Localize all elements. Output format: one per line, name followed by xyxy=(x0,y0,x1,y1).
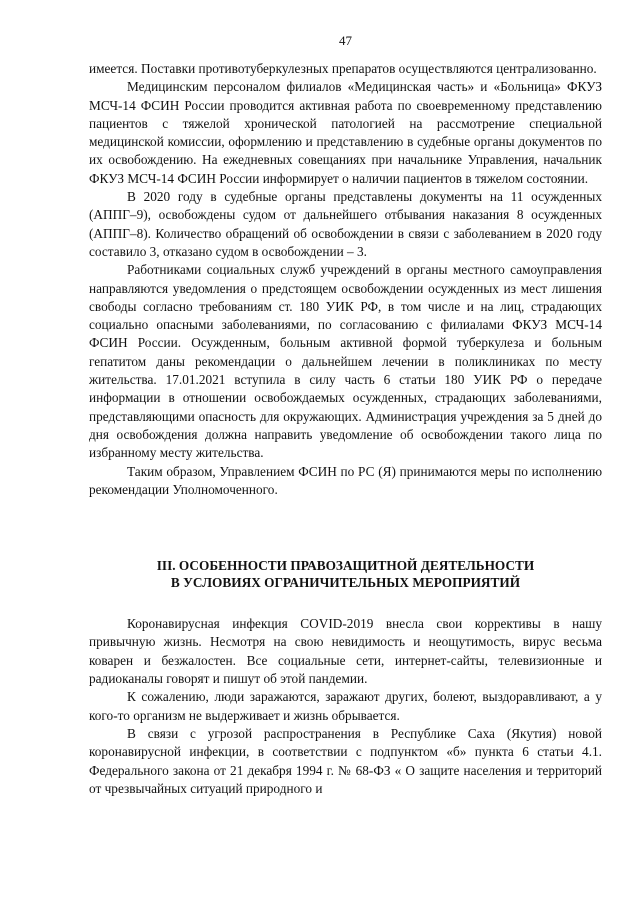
paragraph-social-services: Работниками социальных служб учреждений в органы местного самоуправления направляются уведомления о предстоящем освобождении осужденных из мест лишения свободы согласно требованиям ст. 180 УИК РФ, в том числе и на лиц, страдающих социально опасными заболеваниями, по согласованию с филиалами ФКУЗ МСЧ-14 ФСИН России. Осужденным, больным активной формой туберкулеза и больным гепатитом даны рекомендации о дальнейшем лечении в поликлиниках по месту жительства. 17.01.2021 вступила в силу часть 6 статьи 180 УИК РФ о передаче информации в отношении освобождаемых осужденных, страдающих заболеваниями, представляющими опасность для окружающих. Администрация учреждения за 5 дней до дня освобождения должна направить уведомление об освобождении такого лица по избранному месту жительства. xyxy=(89,262,602,461)
section-heading-line-2: В УСЛОВИЯХ ОГРАНИЧИТЕЛЬНЫХ МЕРОПРИЯТИЙ xyxy=(170,575,521,591)
section-heading-line-1: III. ОСОБЕННОСТИ ПРАВОЗАЩИТНОЙ ДЕЯТЕЛЬНОСТИ xyxy=(156,558,535,574)
paragraph-covid-law: В связи с угрозой распространения в Республике Саха (Якутия) новой коронавирусной инфекции, в соответствии с подпунктом «б» пункта 6 статьи 4.1. Федерального закона от 21 декабря 1994 г. № 68-ФЗ « О защите населения и территорий от чрезвычайных ситуаций природного и xyxy=(89,725,602,796)
page-number: 47 xyxy=(339,33,352,48)
paragraph-supplies: имеется. Поставки противотуберкулезных препаратов осуществляются централизованно. xyxy=(89,61,597,76)
paragraph-court-documents-2020: В 2020 году в судебные органы представлены документы на 11 осужденных (АППГ–9), освобождены судом от дальнейшего отбывания наказания 8 осужденных (АППГ–8). Количество обращений об освобождении в связи с заболеванием в 2020 году составило 3, отказано судом в освобождении – 3. xyxy=(89,189,602,259)
section-heading xyxy=(89,557,602,591)
paragraph-medical-staff: Медицинским персоналом филиалов «Медицинская часть» и «Больница» ФКУЗ МСЧ-14 ФСИН России проводится активная работа по своевременному представлению пациентов с тяжелой хронической патологией на рассмотрение специальной медицинской комиссии, оформлению и представлению в судебные органы документов по их освобождению. На ежедневных совещаниях при начальнике Управления, начальник ФКУЗ МСЧ-14 ФСИН России информирует о наличии пациентов в тяжелом состоянии. xyxy=(89,79,602,186)
paragraph-covid-intro: Коронавирусная инфекция COVID-2019 внесла свои коррективы в нашу привычную жизнь. Несмотря на свою невидимость и неощутимость, вирус весьма коварен и безжалостен. Все социальные сети, интернет-сайты, телевизионные и радиоканалы говорят и пишут об этой пандемии. xyxy=(89,616,602,687)
paragraph-conclusion: Таким образом, Управлением ФСИН по РС (Я) принимаются меры по исполнению рекомендации Уполномоченного. xyxy=(89,463,602,497)
paragraph-covid-people: К сожалению, люди заражаются, заражают других, болеют, выздоравливают, а у кого-то организм не выдерживает и жизнь обрывается. xyxy=(89,689,602,723)
